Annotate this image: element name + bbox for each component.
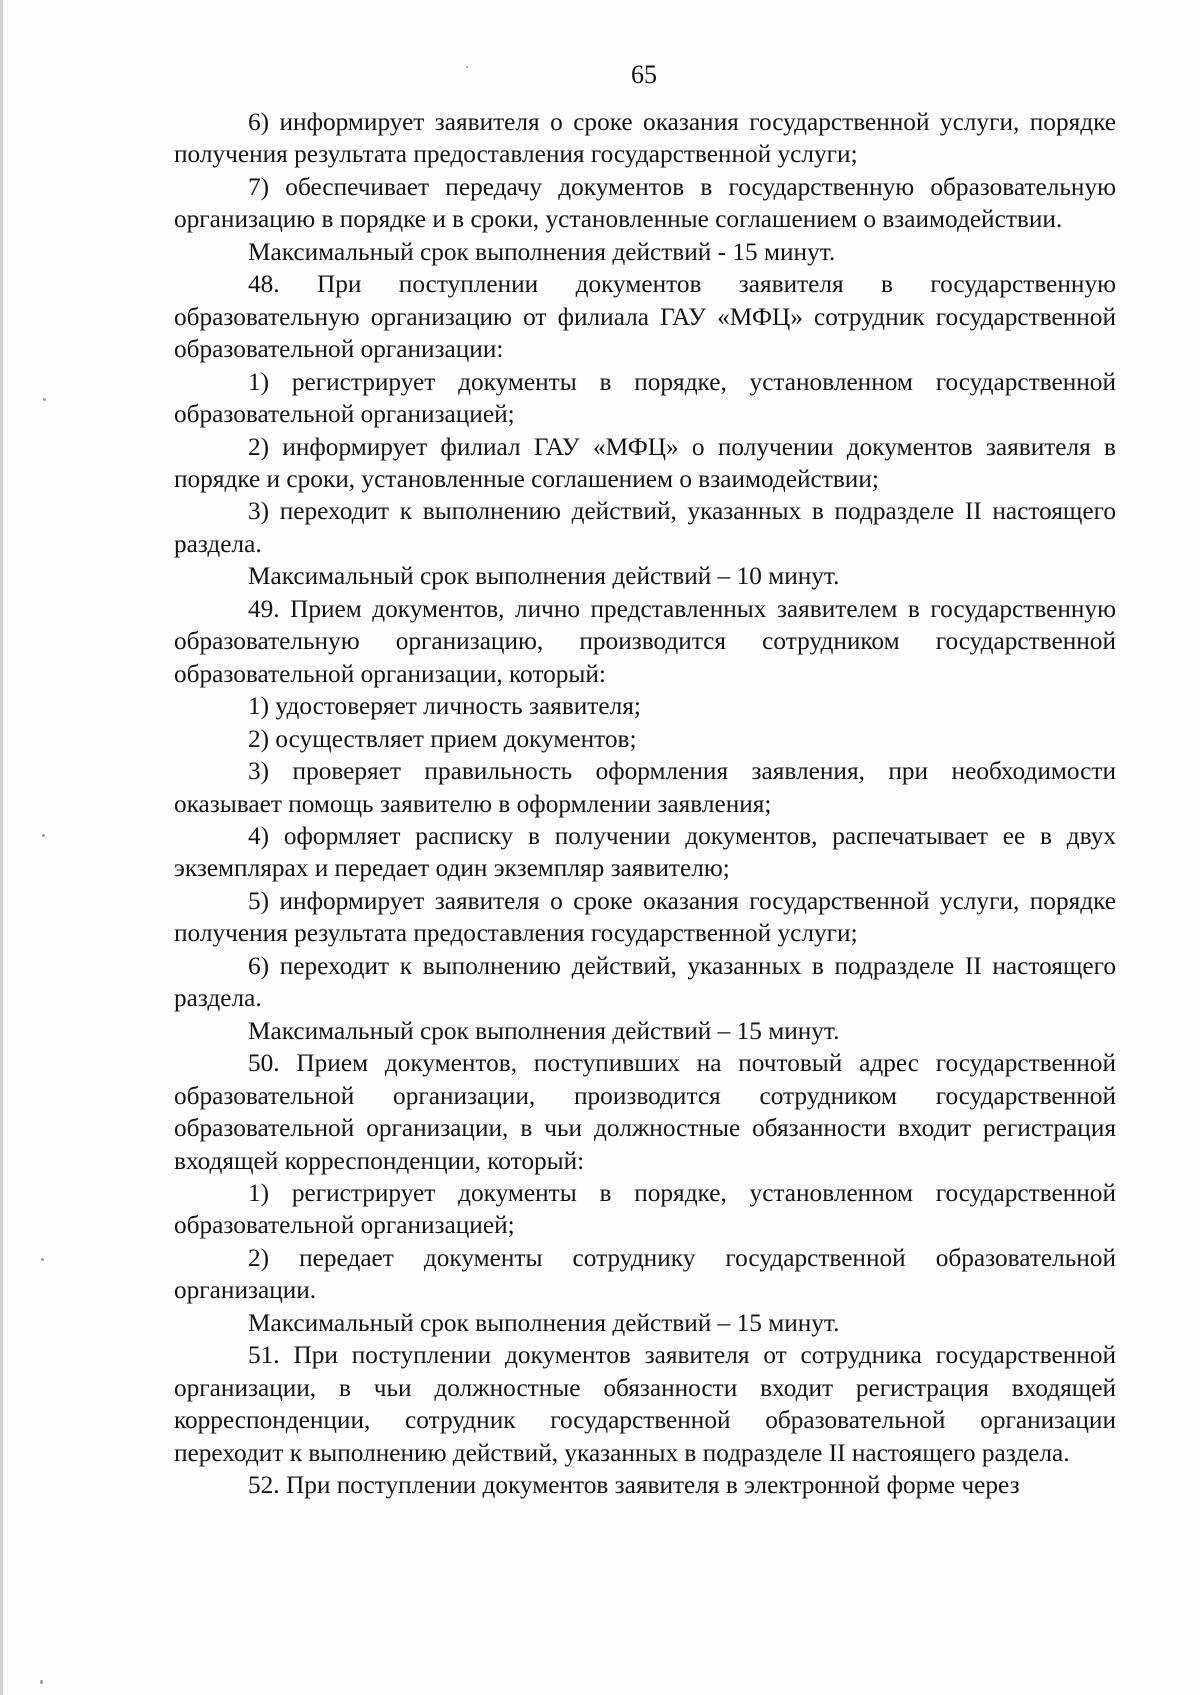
scan-edge: [0, 0, 3, 1695]
paragraph: 51. При поступлении документов заявителя от сотрудника государственной организации, в чьи должностные обязанности входит регистрация входящей корреспонденции, сотрудник государственной образовательной организации переходит к выполнению действий, указанных в подразделе II настоящего раздела.: [174, 1341, 1116, 1467]
paragraph: Максимальный срок выполнения действий – 15 минут.: [248, 1016, 840, 1045]
paragraph: 6) информирует заявителя о сроке оказания государственной услуги, порядке получения результата предоставления государственной услуги;: [174, 108, 1116, 169]
scan-speck: [466, 66, 468, 68]
paragraph: 2) передает документы сотруднику государственной образовательной организации.: [174, 1243, 1116, 1305]
paragraph: 3) проверяет правильность оформления заявления, при необходимости оказывает помощь заявителю в оформлении заявления;: [174, 757, 1116, 818]
paragraph: Максимальный срок выполнения действий – 10 минут.: [248, 562, 840, 591]
paragraph: 1) регистрирует документы в порядке, установленном государственной образовательной организацией;: [174, 1178, 1116, 1240]
paragraph: 5) информирует заявителя о сроке оказания государственной услуги, порядке получения результата предоставления государственной услуги;: [174, 886, 1116, 948]
paragraph: 48. При поступлении документов заявителя в государственную образовательную организацию от филиала ГАУ «МФЦ» сотрудник государственной образовательной организации:: [174, 270, 1116, 364]
paragraph: Максимальный срок выполнения действий – 15 минут.: [248, 1308, 840, 1337]
scan-speck: [43, 398, 46, 401]
paragraph: 7) обеспечивает передачу документов в государственную образовательную организацию в порядке и в сроки, установленные соглашением о взаимодействии.: [174, 172, 1116, 234]
paragraph: 52. При поступлении документов заявителя в электронной форме через: [248, 1471, 1020, 1500]
scan-speck: [40, 1680, 43, 1684]
scan-speck: [41, 1258, 44, 1261]
page-number: 65: [631, 60, 657, 89]
paragraph: 4) оформляет расписку в получении документов, распечатывает ее в двух экземплярах и передает один экземпляр заявителю;: [174, 821, 1116, 883]
paragraph: 2) осуществляет прием документов;: [248, 724, 637, 753]
paragraph: 49. Прием документов, лично представленных заявителем в государственную образовательную организацию, производится сотрудником государственной образовательной организации, который:: [174, 594, 1116, 688]
document-body: [174, 106, 1116, 1501]
paragraph: 1) удостоверяет личность заявителя;: [248, 692, 641, 721]
paragraph: Максимальный срок выполнения действий - 15 минут.: [248, 237, 836, 266]
scan-speck: [42, 834, 45, 837]
paragraph: 3) переходит к выполнению действий, указанных в подразделе II настоящего раздела.: [174, 497, 1116, 558]
paragraph: 50. Прием документов, поступивших на почтовый адрес государственной образовательной организации, производится сотрудником государственной образовательной организации, в чьи должностные обязанности входит регистрация входящей корреспонденции, который:: [174, 1049, 1116, 1175]
paragraph: 6) переходит к выполнению действий, указанных в подразделе II настоящего раздела.: [174, 951, 1116, 1013]
paragraph: 1) регистрирует документы в порядке, установленном государственной образовательной организацией;: [174, 367, 1116, 429]
paragraph: 2) информирует филиал ГАУ «МФЦ» о получении документов заявителя в порядке и сроки, установленные соглашением о взаимодействии;: [174, 432, 1116, 493]
